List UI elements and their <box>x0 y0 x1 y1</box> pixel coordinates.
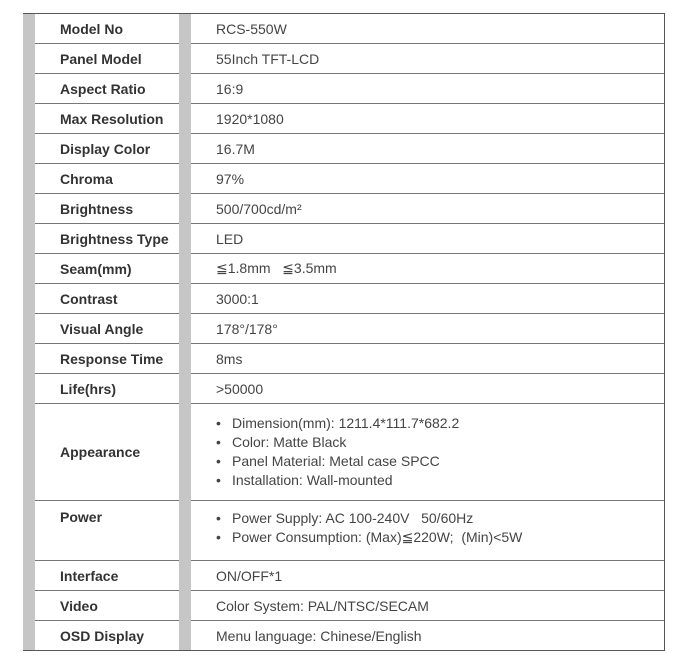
row-edge <box>23 561 35 591</box>
spec-row-brightness-type <box>23 224 665 254</box>
spec-label: Brightness Type <box>35 224 179 254</box>
spec-value: RCS-550W <box>191 14 665 44</box>
list-item: • Dimension(mm): 1211.4*111.7*682.2 <box>232 414 664 433</box>
row-separator <box>179 284 191 314</box>
spec-row-model-no <box>23 14 665 44</box>
row-separator <box>179 164 191 194</box>
row-separator <box>179 561 191 591</box>
spec-value: 16.7M <box>191 134 665 164</box>
spec-label: Response Time <box>35 344 179 374</box>
spec-row-panel-model <box>23 44 665 74</box>
spec-value: 3000:1 <box>191 284 665 314</box>
spec-value: ON/OFF*1 <box>191 561 665 591</box>
spec-row-aspect-ratio <box>23 74 665 104</box>
spec-label: Contrast <box>35 284 179 314</box>
list-item: • Installation: Wall-mounted <box>232 471 664 490</box>
row-edge <box>23 14 35 44</box>
row-edge <box>23 104 35 134</box>
list-item: • Power Consumption: (Max)≦220W; (Min)<5W <box>232 528 664 547</box>
spec-label: Model No <box>35 14 179 44</box>
row-separator <box>179 14 191 44</box>
spec-value: 178°/178° <box>191 314 665 344</box>
spec-value-list <box>191 501 665 561</box>
list-item: • Power Supply: AC 100-240V 50/60Hz <box>232 509 664 528</box>
row-separator <box>179 404 191 501</box>
spec-value: 55Inch TFT-LCD <box>191 44 665 74</box>
row-separator <box>179 344 191 374</box>
spec-row-contrast <box>23 284 665 314</box>
spec-value: 500/700cd/m² <box>191 194 665 224</box>
row-edge <box>23 314 35 344</box>
row-edge <box>23 374 35 404</box>
row-edge <box>23 74 35 104</box>
spec-value: 16:9 <box>191 74 665 104</box>
row-edge <box>23 284 35 314</box>
row-edge <box>23 164 35 194</box>
spec-row-osd-display <box>23 621 665 651</box>
row-separator <box>179 314 191 344</box>
spec-label: Visual Angle <box>35 314 179 344</box>
spec-label: Power <box>35 501 179 561</box>
spec-value: 8ms <box>191 344 665 374</box>
spec-value: 1920*1080 <box>191 104 665 134</box>
spec-label: Brightness <box>35 194 179 224</box>
spec-row-video <box>23 591 665 621</box>
spec-row-seam <box>23 254 665 284</box>
spec-value: >50000 <box>191 374 665 404</box>
spec-label: Video <box>35 591 179 621</box>
spec-value: Menu language: Chinese/English <box>191 621 665 651</box>
spec-label: Aspect Ratio <box>35 74 179 104</box>
spec-row-interface <box>23 561 665 591</box>
spec-value: 97% <box>191 164 665 194</box>
row-edge <box>23 44 35 74</box>
spec-row-chroma <box>23 164 665 194</box>
row-edge <box>23 134 35 164</box>
row-separator <box>179 134 191 164</box>
spec-value: Color System: PAL/NTSC/SECAM <box>191 591 665 621</box>
spec-row-power <box>23 501 665 561</box>
row-separator <box>179 44 191 74</box>
spec-label: Max Resolution <box>35 104 179 134</box>
row-edge <box>23 501 35 561</box>
row-separator <box>179 591 191 621</box>
power-list <box>216 509 664 547</box>
spec-row-appearance <box>23 404 665 501</box>
spec-value: ≦1.8mm ≦3.5mm <box>191 254 665 284</box>
spec-row-max-resolution <box>23 104 665 134</box>
row-edge <box>23 224 35 254</box>
list-item: • Color: Matte Black <box>232 433 664 452</box>
row-separator <box>179 104 191 134</box>
row-edge <box>23 591 35 621</box>
row-edge <box>23 194 35 224</box>
spec-label: Display Color <box>35 134 179 164</box>
row-separator <box>179 501 191 561</box>
row-separator <box>179 74 191 104</box>
spec-label: Appearance <box>35 404 179 501</box>
spec-label: Chroma <box>35 164 179 194</box>
spec-value: LED <box>191 224 665 254</box>
spec-value-list <box>191 404 665 501</box>
spec-label: Life(hrs) <box>35 374 179 404</box>
row-edge <box>23 344 35 374</box>
row-separator <box>179 194 191 224</box>
row-edge <box>23 404 35 501</box>
spec-row-response-time <box>23 344 665 374</box>
spec-row-brightness <box>23 194 665 224</box>
row-separator <box>179 374 191 404</box>
row-separator <box>179 621 191 651</box>
row-separator <box>179 224 191 254</box>
spec-table <box>23 13 665 651</box>
spec-label: Seam(mm) <box>35 254 179 284</box>
spec-label: OSD Display <box>35 621 179 651</box>
row-edge <box>23 621 35 651</box>
list-item: • Panel Material: Metal case SPCC <box>232 452 664 471</box>
spec-row-display-color <box>23 134 665 164</box>
appearance-list <box>216 414 664 490</box>
spec-row-visual-angle <box>23 314 665 344</box>
row-separator <box>179 254 191 284</box>
spec-row-life <box>23 374 665 404</box>
spec-label: Interface <box>35 561 179 591</box>
row-edge <box>23 254 35 284</box>
spec-label: Panel Model <box>35 44 179 74</box>
